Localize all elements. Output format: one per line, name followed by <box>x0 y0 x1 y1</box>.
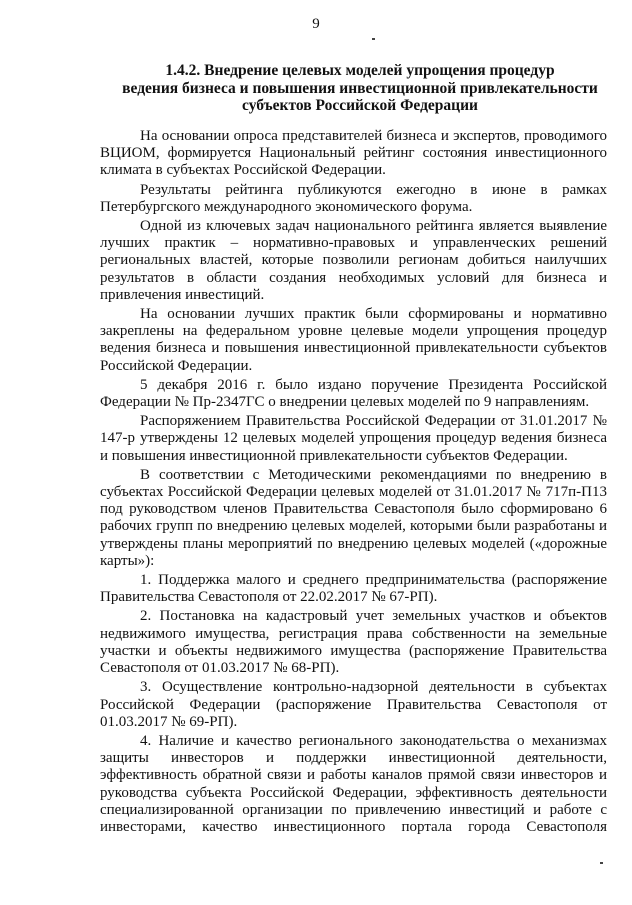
paragraph: Результаты рейтинга публикуются ежегодно в июне в рамках Петербургского международного экономического форума. <box>100 181 607 215</box>
paragraph: На основании опроса представителей бизнеса и экспертов, проводимого ВЦИОМ, формируется Национальный рейтинг состояния инвестиционного климата в субъектах Российской Федерации. <box>100 128 607 179</box>
paragraph: Одной из ключевых задач национального рейтинга является выявление лучших практик – нормативно-правовых и управленческих решений региональных властей, которые позволили регионам добиться наилучших результатов в области создания необходимых условий для бизнеса и привлечения инвестиций. <box>100 218 607 303</box>
list-item: 4. Наличие и качество регионального законодательства о механизмах защиты инвесторов и поддержки инвестиционной деятельности, эффективность обратной связи и работы каналов прямой связи инвесторов и руководства субъекта Российской Федерации, эффективность деятельности специализированной организации по привлечению инвестиций и работе с инвесторами, качество инвестиционного портала города Севастополя <box>100 732 607 835</box>
section-heading-line-1: 1.4.2. Внедрение целевых моделей упрощения процедур <box>165 62 555 79</box>
scan-speck <box>372 38 375 40</box>
paragraph: 5 декабря 2016 г. было издано поручение Президента Российской Федерации № Пр-2347ГС о внедрении целевых моделей по 9 направлениям. <box>100 376 607 411</box>
list-item: 1. Поддержка малого и среднего предпринимательства (распоряжение Правительства Севастополя от 22.02.2017 № 67-РП). <box>100 572 607 606</box>
section-heading-line-2: ведения бизнеса и повышения инвестиционной привлекательности <box>122 79 598 97</box>
list-item: 2. Постановка на кадастровый учет земельных участков и объектов недвижимого имущества, регистрация права собственности на земельные участки и объекты недвижимого имущества (распоряжение Правительства Севастополя от 01.03.2017 № 68-РП). <box>100 608 607 677</box>
paragraph: В соответствии с Методическими рекомендациями по внедрению в субъектах Российской Федерации целевых моделей от 31.01.2017 № 717п-П13 под руководством членов Правительства Севастополя было сформировано 6 рабочих групп по внедрению целевых моделей, которыми были разработаны и утверждены планы мероприятий по внедрению целевых моделей («дорожные карты»): <box>100 466 607 569</box>
paragraph: На основании лучших практик были сформированы и нормативно закреплены на федеральном уровне целевые модели упрощения процедур ведения бизнеса и повышения инвестиционной привлекательности субъектов Российской Федерации. <box>100 306 607 374</box>
scan-speck <box>600 862 603 864</box>
paragraph: Распоряжением Правительства Российской Федерации от 31.01.2017 № 147-р утверждены 12 целевых моделей упрощения процедур ведения бизнеса и повышения инвестиционной привлекательности субъектов Федерации. <box>100 413 607 464</box>
page-number: 9 <box>312 16 320 32</box>
list-item: 3. Осуществление контрольно-надзорной деятельности в субъектах Российской Федерации (распоряжение Правительства Севастополя от 01.03.2017 № 69-РП). <box>100 679 607 730</box>
section-heading <box>100 62 620 115</box>
document-body <box>100 128 607 838</box>
section-heading-line-3: субъектов Российской Федерации <box>242 97 478 114</box>
